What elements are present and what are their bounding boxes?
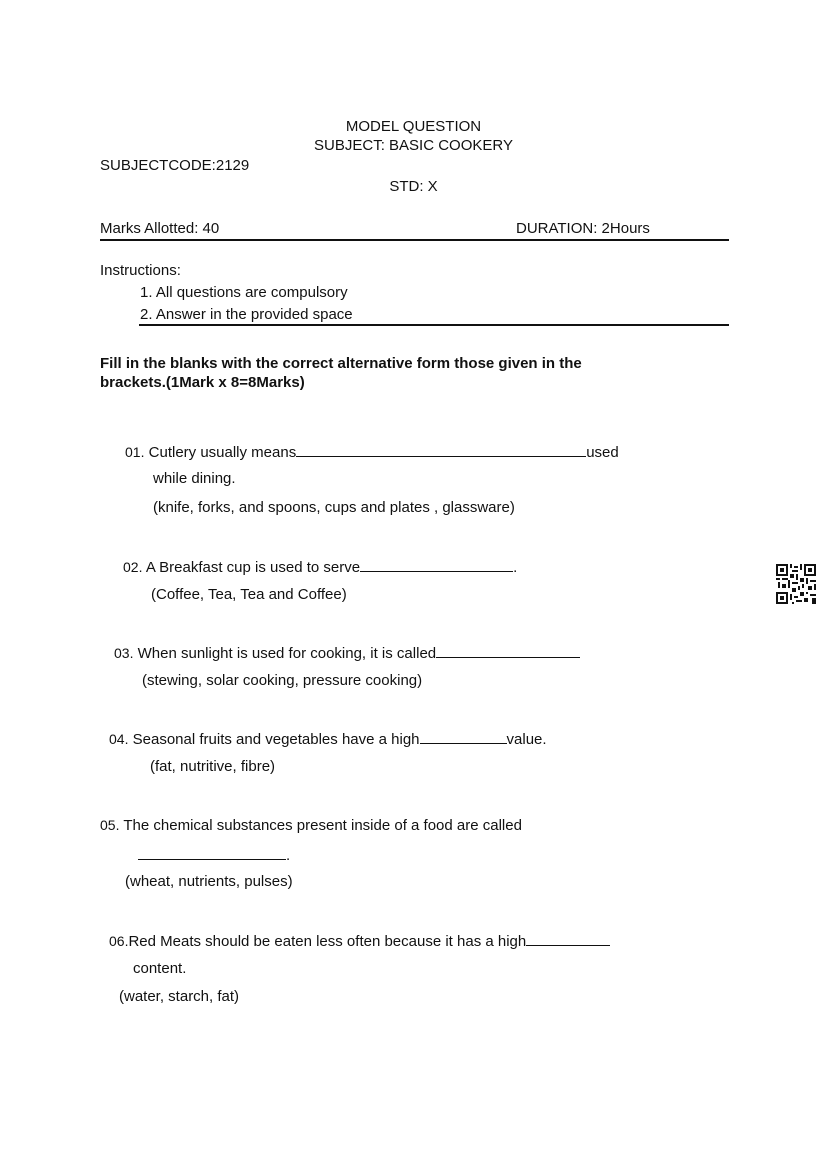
qr-code-icon [776, 564, 816, 604]
answer-blank[interactable] [526, 931, 610, 946]
question-text: The chemical substances present inside of a food are called [123, 817, 522, 834]
answer-blank[interactable] [138, 845, 286, 860]
instruction-text: Answer in the provided space [155, 306, 353, 323]
question-4-options: (fat, nutritive, fibre) [150, 758, 276, 775]
question-2-options: (Coffee, Tea, Tea and Coffee) [151, 586, 347, 603]
answer-blank[interactable] [296, 442, 586, 457]
section-heading-line1: Fill in the blanks with the correct alternative form those given in the [100, 355, 582, 372]
question-text: Red Meats should be eaten less often because it has a high [128, 933, 527, 950]
question-text-after: value. [506, 731, 547, 748]
instruction-item-1: 1. All questions are compulsory [140, 284, 348, 301]
question-3-options: (stewing, solar cooking, pressure cooking) [142, 672, 423, 689]
question-text: Cutlery usually means [148, 444, 297, 461]
question-5-line2 [138, 845, 290, 865]
question-number: 04. [109, 731, 129, 747]
instructions-heading: Instructions: [100, 262, 181, 279]
question-1 [125, 442, 619, 462]
question-text: When sunlight is used for cooking, it is called [137, 645, 437, 662]
header-divider [100, 239, 729, 241]
question-text-after: used [586, 444, 619, 461]
question-number: 05. [100, 817, 120, 833]
question-1-line2: while dining. [153, 470, 236, 487]
question-6-line2: content. [133, 960, 187, 977]
answer-blank[interactable] [360, 557, 513, 572]
question-text-after: . [513, 559, 518, 576]
instruction-item-2: 2. Answer in the provided space [140, 306, 353, 323]
exam-title: MODEL QUESTION [345, 118, 482, 135]
question-6-options: (water, starch, fat) [119, 988, 240, 1005]
question-number: 06. [109, 933, 129, 949]
answer-blank[interactable] [436, 643, 580, 658]
question-1-options: (knife, forks, and spoons, cups and plates , glassware) [153, 499, 515, 516]
instruction-text: All questions are compulsory [155, 284, 348, 301]
marks-allotted: Marks Allotted: 40 [100, 220, 220, 237]
subject-line: SUBJECT: BASIC COOKERY [314, 137, 513, 154]
duration: DURATION: 2Hours [516, 220, 650, 237]
instructions-divider [139, 324, 729, 326]
question-5 [100, 816, 522, 835]
question-5-options: (wheat, nutrients, pulses) [125, 873, 293, 890]
question-text: A Breakfast cup is used to serve [145, 559, 361, 576]
question-2 [123, 557, 517, 577]
question-number: 01. [125, 444, 145, 460]
question-text: Seasonal fruits and vegetables have a high [132, 731, 420, 748]
std-line: STD: X [389, 178, 438, 195]
subject-code: SUBJECTCODE:2129 [100, 157, 250, 174]
section-heading-line2: brackets.(1Mark x 8=8Marks) [100, 374, 305, 391]
question-number: 02. [123, 559, 143, 575]
question-6 [109, 931, 610, 951]
question-3 [114, 643, 580, 663]
question-4 [109, 729, 547, 749]
question-text-after: . [286, 847, 291, 864]
question-number: 03. [114, 645, 134, 661]
answer-blank[interactable] [420, 729, 507, 744]
